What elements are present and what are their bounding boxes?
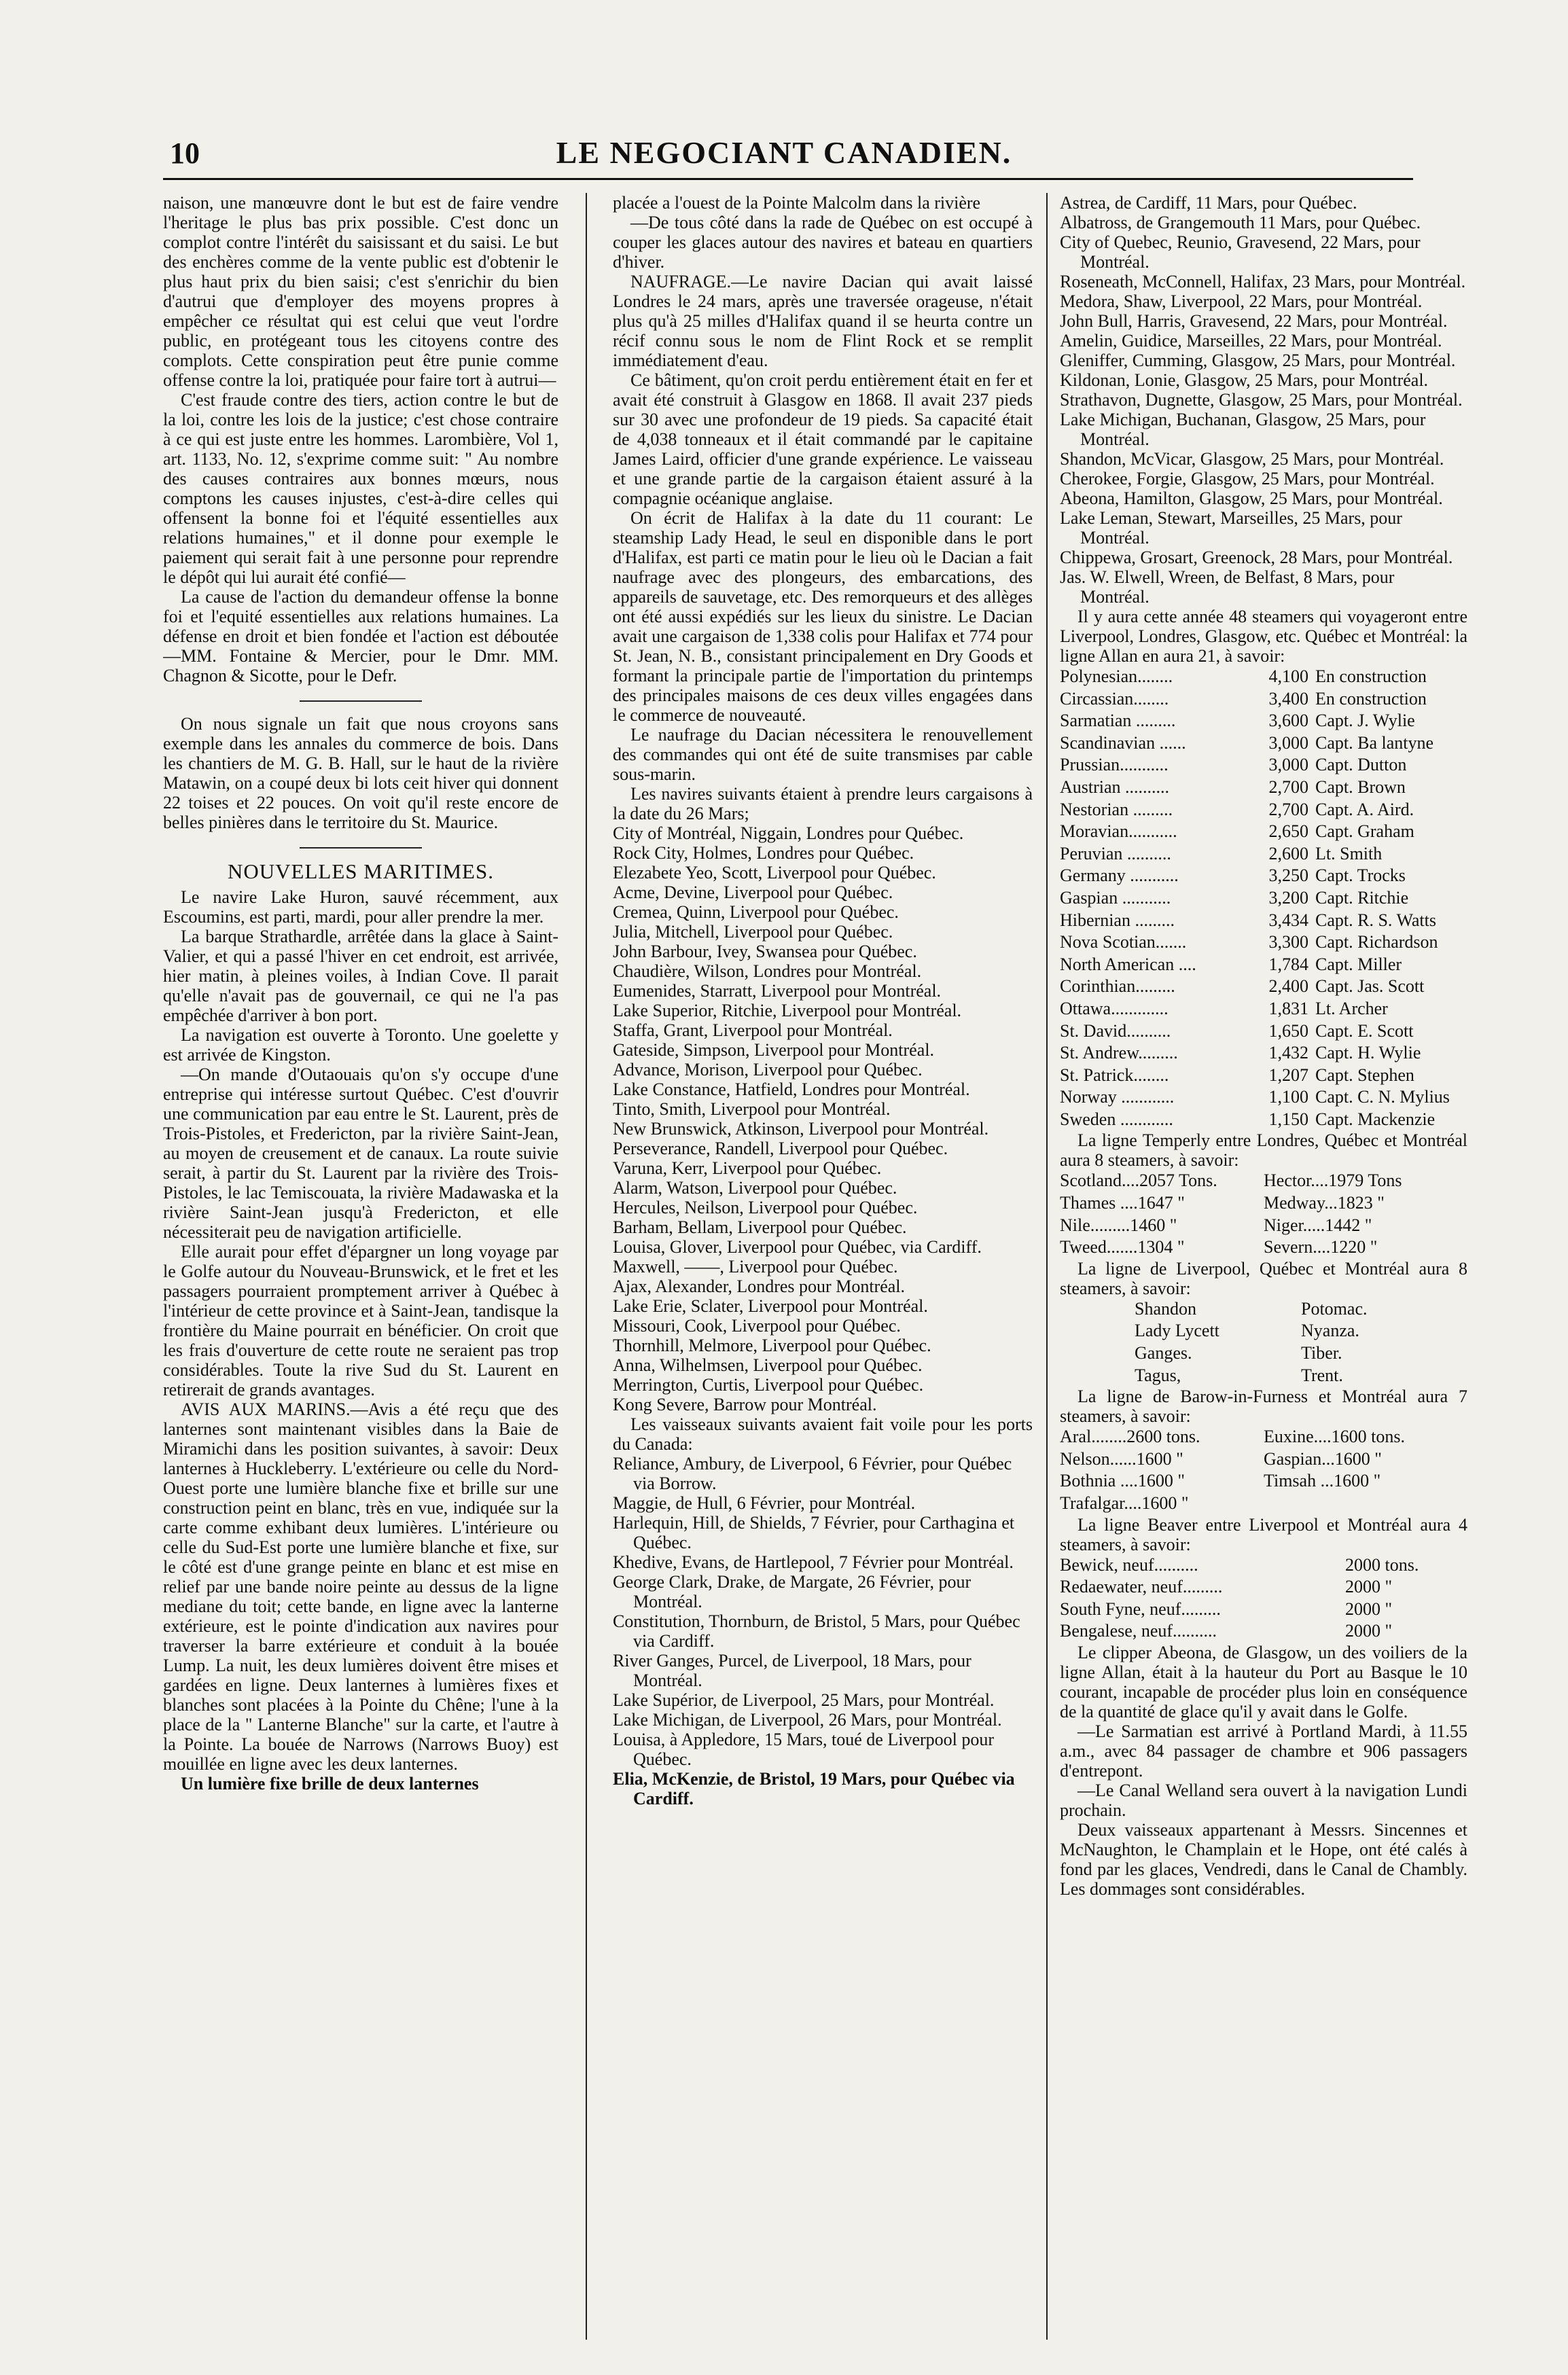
ships-sailed-list: [613, 1454, 1033, 1808]
table-row: Scandinavian ...... 3,000 Capt. Ba lantyne: [1060, 732, 1434, 753]
list-item: Albatross, de Grangemouth 11 Mars, pour Québec.: [1060, 213, 1421, 232]
list-item: Khedive, Evans, de Hartlepool, 7 Février pour Montréal.: [613, 1552, 1014, 1572]
list-item: John Barbour, Ivey, Swansea pour Québec.: [613, 942, 917, 961]
list-item: Cherokee, Forgie, Glasgow, 25 Mars, pour Montréal.: [1060, 469, 1435, 488]
paragraph: C'est fraude contre des tiers, action contre le but de la loi, contre les lois de la justice; c'est chose contraire à ce qui est juste entre les hommes. Larombière, Vol 1, art. 1133, No. 12, s'exprime comme suit: " Au nombre des causes contraires aux bonnes mœurs, nous comptons les causes injustes, c'est-à-dire celles qui offensent la bonne foi et l'équité essentielles aux relations humaines," et il donne pour exemple le paiement qui serait fait à une personne pour reprendre le dépôt qui lui aurait été confié—: [163, 390, 558, 587]
list-item: Maggie, de Hull, 6 Février, pour Montréal.: [613, 1493, 916, 1513]
paragraph: —Le Sarmatian est arrivé à Portland Mardi, à 11.55 a.m., avec 84 passager de chambre et 906 passagers d'entrepont.: [1060, 1721, 1467, 1781]
list-item: Lake Erie, Sclater, Liverpool pour Montréal.: [613, 1296, 928, 1316]
list-item: Thornhill, Melmore, Liverpool pour Québec.: [613, 1336, 931, 1355]
paragraph: La navigation est ouverte à Toronto. Une goelette y est arrivée de Kingston.: [163, 1024, 558, 1065]
list-item: Lake Supérior, de Liverpool, 25 Mars, pour Montréal.: [613, 1690, 995, 1710]
paragraph: La ligne de Liverpool, Québec et Montréal aura 8 steamers, à savoir:: [1060, 1258, 1467, 1298]
list-item: Louisa, Glover, Liverpool pour Québec, via Cardiff.: [613, 1237, 982, 1257]
paragraph: Elle aurait pour effet d'épargner un long voyage par le Golfe autour du Nouveau-Brunswick, et le fret et les passagers pourraient promptement arriver à Québec à l'intérieur de cette province et à Saint-Jean, tandisque la frontière du Maine pourrait en bénéficier. On croit que les frais d'ouverture de cette route ne seraient pas trop considérables. Toute la rive Sud du St. Laurent en retirerait de grands avantages.: [163, 1241, 558, 1399]
table-row: Scotland....2057 Tons. Hector....1979 Tons: [1060, 1171, 1402, 1191]
paragraph: On nous signale un fait que nous croyons sans exemple dans les annales du commerce de bois. Dans les chantiers de M. G. B. Hall, sur le haut de la rivière Matawin, on a coupé deux bi lots ceit hiver qui donnent 22 toises et 22 pouces. On voit qu'il reste encore de belles pinières dans le territoire du St. Maurice.: [163, 714, 558, 832]
column-divider: [586, 193, 587, 2340]
list-item: Advance, Morison, Liverpool pour Québec.: [613, 1060, 923, 1079]
paragraph: Un lumière fixe brille de deux lanternes: [181, 1773, 479, 1793]
table-row: Ottawa............. 1,831 Lt. Archer: [1060, 998, 1388, 1018]
paragraph: Les vaisseaux suivants avaient fait voile pour les ports du Canada:: [613, 1414, 1033, 1454]
table-row: Bewick, neuf.......... 2000 tons.: [1060, 1554, 1419, 1575]
table-row: Polynesian........ 4,100 En construction: [1060, 666, 1427, 686]
paragraph: naison, une manœuvre dont le but est de faire vendre l'heritage le plus bas prix possible. C'est donc un complot contre l'intérêt du saisissant et du saisi. Le but des enchères comme de la vente public est d'obtenir le plus haut prix du bien saisi; c'est s'enrichir du bien d'autrui que d'employer des moyens propres à empêcher ce résultat qui est celui que veut l'ordre public, en protégeant tous les citoyens contre des complots. Cette conspiration peut être punie comme offense contre la loi, pratiquée pour faire tort à autrui—: [163, 193, 558, 390]
list-item: Abeona, Hamilton, Glasgow, 25 Mars, pour Montréal.: [1060, 488, 1443, 508]
paragraph: NAUFRAGE.—Le navire Dacian qui avait laissé Londres le 24 mars, après une traversée orageuse, n'était plus qu'à 25 milles d'Halifax quand il se heurta contre un récif connu sous le nom de Flint Rock et se remplit immédiatement d'eau.: [613, 272, 1033, 370]
paragraph: Le clipper Abeona, de Glasgow, un des voiliers de la ligne Allan, était à la hauteur du Port au Basque le 10 courant, incapable de procéder plus loin en conséquence de la quantité de glace qu'il y avait dans le Golfe.: [1060, 1642, 1467, 1721]
table-row: Gaspian ........... 3,200 Capt. Ritchie: [1060, 887, 1409, 908]
beaver-line-table: [1060, 1554, 1467, 1643]
list-item: Chippewa, Grosart, Greenock, 28 Mars, pour Montréal.: [1060, 548, 1453, 567]
paragraph: Les navires suivants étaient à prendre leurs cargaisons à la date du 26 Mars;: [613, 784, 1033, 823]
header-rule: [163, 178, 1413, 180]
list-item: City of Montréal, Niggain, Londres pour Québec.: [613, 823, 964, 843]
list-item: New Brunswick, Atkinson, Liverpool pour Montréal.: [613, 1119, 989, 1139]
list-item: Lake Leman, Stewart, Marseilles, 25 Mars, pour Montréal.: [1060, 508, 1402, 548]
newspaper-title: LE NEGOCIANT CANADIEN.: [556, 135, 1012, 170]
list-item: Shandon, McVicar, Glasgow, 25 Mars, pour Montréal.: [1060, 449, 1444, 469]
list-item: Acme, Devine, Liverpool pour Québec.: [613, 882, 893, 902]
table-row: Corinthian......... 2,400 Capt. Jas. Scott: [1060, 976, 1425, 997]
paragraph: —Le Canal Welland sera ouvert à la navigation Lundi prochain.: [1060, 1780, 1467, 1820]
list-item: George Clark, Drake, de Margate, 26 Février, pour Montréal.: [613, 1572, 972, 1611]
list-item: Lake Constance, Hatfield, Londres pour Montréal.: [613, 1079, 970, 1099]
table-row: Redaewater, neuf......... 2000 ": [1060, 1577, 1393, 1597]
liverpool-line-table: [1060, 1298, 1467, 1387]
table-row: St. Andrew......... 1,432 Capt. H. Wylie: [1060, 1043, 1421, 1063]
list-item: Anna, Wilhelmsen, Liverpool pour Québec.: [613, 1355, 923, 1375]
list-item: Kong Severe, Barrow pour Montréal.: [613, 1395, 877, 1414]
list-item: Astrea, de Cardiff, 11 Mars, pour Québec.: [1060, 193, 1357, 213]
paragraph: La ligne de Barow-in-Furness et Montréal aura 7 steamers, à savoir:: [1060, 1387, 1467, 1427]
table-row: Nova Scotian....... 3,300 Capt. Richardson: [1060, 932, 1438, 952]
list-item: Jas. W. Elwell, Wreen, de Belfast, 8 Mars, pour Montréal.: [1060, 567, 1395, 607]
list-item: Barham, Bellam, Liverpool pour Québec.: [613, 1217, 907, 1237]
paragraph: Il y aura cette année 48 steamers qui voyageront entre Liverpool, Londres, Glasgow, etc. Québec et Montréal: la ligne Allan en aura 21, à savoir:: [1060, 607, 1467, 666]
list-item: Reliance, Ambury, de Liverpool, 6 Février, pour Québec via Borrow.: [613, 1454, 1012, 1493]
list-item: Elia, McKenzie, de Bristol, 19 Mars, pour Québec via Cardiff.: [613, 1769, 1015, 1808]
divider: [300, 700, 422, 702]
list-item: Ajax, Alexander, Londres pour Montréal.: [613, 1276, 906, 1296]
list-item: Varuna, Kerr, Liverpool pour Québec.: [613, 1158, 882, 1178]
table-row: Prussian........... 3,000 Capt. Dutton: [1060, 755, 1407, 775]
table-row: Germany ........... 3,250 Capt. Trocks: [1060, 865, 1406, 886]
paragraph: —On mande d'Outaouais qu'on s'y occupe d'une entreprise qui intéresse surtout Québec. C'est d'ouvrir une communication par eau entre le St. Laurent, près de Trois-Pistoles, et Fredericton, par la rivière Saint-Jean, au moyen de creusement et de canaux. La route suivie serait, à partir du St. Laurent par la rivière des Trois-Pistoles, le lac Temiscouata, la rivière Madawaska et la rivière Saint-Jean jusqu'à Fredericton, et elle nécessiterait peu de navigation artificielle.: [163, 1064, 558, 1242]
column-2: [613, 193, 1033, 2346]
paragraph: AVIS AUX MARINS.—Avis a été reçu que des lanternes sont maintenant visibles dans la Baie de Miramichi dans les position suivantes, à savoir: Deux lanternes à Huckleberry. L'extérieure ou celle du Nord-Ouest porte une lumière blanche fixe et brille sur une construction peint en blanc, très en vue, indiquée sur la carte comme exhibant deux lumières. L'intérieure ou celle du Sud-Est porte une lumière blanche et fixe, sur le côté est d'une grange peinte en blanc et est mise en relief par une bande noire peinte au dessus de la ligne mediane du toit; cette bande, en ligne avec la lanterne extérieure, est le pointe d'indication aux navires pour traverser la barre extérieure et conduit à la bouée Lump. La nuit, les deux lumières doivent être mises et gardées en ligne. Deux lanternes à lumières fixes et blanches sont placées à la Pointe du Chêne; l'une à la place de la " Lanterne Blanche" sur la carte, et l'autre à la Pointe. La bouée de Narrows (Narrows Buoy) est mouillée en ligne avec les deux lanternes.: [163, 1399, 558, 1774]
paragraph: Le navire Lake Huron, sauvé récemment, aux Escoumins, est parti, mardi, pour aller prendre la mer.: [163, 887, 558, 927]
table-row: North American .... 1,784 Capt. Miller: [1060, 954, 1402, 974]
table-row: Bengalese, neuf.......... 2000 ": [1060, 1621, 1393, 1641]
paragraph: La ligne Beaver entre Liverpool et Montréal aura 4 steamers, à savoir:: [1060, 1514, 1467, 1554]
divider: [300, 847, 422, 849]
table-row: Nile.........1460 " Niger.....1442 ": [1060, 1215, 1372, 1235]
table-row: Norway ............ 1,100 Capt. C. N. Mylius: [1060, 1087, 1450, 1107]
table-row: South Fyne, neuf......... 2000 ": [1060, 1599, 1393, 1619]
list-item: Hercules, Neilson, Liverpool pour Québec.: [613, 1198, 918, 1217]
list-item: Strathavon, Dugnette, Glasgow, 25 Mars, pour Montréal.: [1060, 390, 1463, 410]
table-row: Nelson......1600 " Gaspian...1600 ": [1060, 1448, 1382, 1469]
column-1: [163, 193, 558, 2346]
list-item: River Ganges, Purcel, de Liverpool, 18 Mars, pour Montréal.: [613, 1651, 972, 1690]
list-item: Elezabete Yeo, Scott, Liverpool pour Québec.: [613, 863, 936, 882]
page-number: 10: [170, 137, 200, 170]
list-item: Tinto, Smith, Liverpool pour Montréal.: [613, 1099, 891, 1119]
list-item: Cremea, Quinn, Liverpool pour Québec.: [613, 902, 899, 922]
list-item: Merrington, Curtis, Liverpool pour Québec.: [613, 1375, 924, 1395]
list-item: Staffa, Grant, Liverpool pour Montréal.: [613, 1020, 893, 1040]
allan-line-table: [1060, 666, 1467, 1130]
list-item: Eumenides, Starratt, Liverpool pour Montréal.: [613, 981, 942, 1001]
list-item: Chaudière, Wilson, Londres pour Montréal.: [613, 961, 922, 981]
table-row: Lady Lycett Nyanza.: [1135, 1321, 1359, 1341]
list-item: City of Quebec, Reunio, Gravesend, 22 Mars, pour Montréal.: [1060, 232, 1421, 272]
table-row: Bothnia ....1600 " Timsah ...1600 ": [1060, 1471, 1381, 1491]
table-row: Austrian .......... 2,700 Capt. Brown: [1060, 776, 1406, 797]
table-row: Peruvian .......... 2,600 Lt. Smith: [1060, 843, 1383, 863]
section-heading: NOUVELLES MARITIMES.: [228, 859, 494, 883]
paragraph: Le naufrage du Dacian nécessitera le renouvellement des commandes qui ont été de suite transmises par cable sous-marin.: [613, 725, 1033, 784]
list-item: Harlequin, Hill, de Shields, 7 Février, pour Carthagina et Québec.: [613, 1513, 1015, 1552]
list-item: Louisa, à Appledore, 15 Mars, toué de Liverpool pour Québec.: [613, 1730, 995, 1769]
list-item: Gleniffer, Cumming, Glasgow, 25 Mars, pour Montréal.: [1060, 351, 1456, 370]
list-item: Roseneath, McConnell, Halifax, 23 Mars, pour Montréal.: [1060, 272, 1466, 291]
table-row: Hibernian ......... 3,434 Capt. R. S. Watts: [1060, 910, 1437, 930]
table-row: St. David.......... 1,650 Capt. E. Scott: [1060, 1020, 1414, 1041]
column-divider: [1046, 193, 1048, 2340]
paragraph: —De tous côté dans la rade de Québec on est occupé à couper les glaces autour des navires et bateau en quartiers d'hiver.: [613, 213, 1033, 272]
list-item: Missouri, Cook, Liverpool pour Québec.: [613, 1316, 901, 1336]
list-item: Gateside, Simpson, Liverpool pour Montréal.: [613, 1040, 934, 1060]
table-row: Circassian........ 3,400 En construction: [1060, 688, 1427, 709]
ships-list: [1060, 193, 1467, 607]
list-item: Rock City, Holmes, Londres pour Québec.: [613, 843, 914, 863]
list-item: Kildonan, Lonie, Glasgow, 25 Mars, pour Montréal.: [1060, 370, 1429, 390]
list-item: Lake Michigan, de Liverpool, 26 Mars, pour Montréal.: [613, 1710, 1002, 1730]
paragraph: La cause de l'action du demandeur offense la bonne foi et l'equité essentielles aux relations humaines. La défense en droit et bien fondée et l'action est déboutée—MM. Fontaine & Mercier, pour le Dmr. MM. Chagnon & Sicotte, pour le Defr.: [163, 587, 558, 685]
table-row: Shandon Potomac.: [1135, 1298, 1368, 1319]
paragraph: Ce bâtiment, qu'on croit perdu entièrement était en fer et avait été construit à Glasgow en 1868. Il avait 237 pieds sur 30 avec une profondeur de 19 pieds. Sa capacité était de 4,038 tonneaux et il était commandé par le capitaine James Laird, officier d'une grande expérience. Le vaisseau et une grande partie de la cargaison étaient assuré à la compagnie océanique anglaise.: [613, 370, 1033, 508]
paragraph: On écrit de Halifax à la date du 11 courant: Le steamship Lady Head, le seul en disponible dans le port d'Halifax, est parti ce matin pour le lieu où le Dacian a fait naufrage avec des plongeurs, des embarcations, des appareils de sauvetage, etc. Des remorqueurs et des allèges ont été aussi expédiés sur les lieux du sinistre. Le Dacian avait une cargaison de 1,338 colis pour Halifax et 774 pour St. Jean, N. B., consistant principalement en Dry Goods et formant la principale partie de l'importation du printemps des principales maisons de ces deux villes engagées dans le commerce de nouveauté.: [613, 508, 1033, 725]
table-row: Aral........2600 tons. Euxine....1600 tons.: [1060, 1427, 1405, 1447]
list-item: Maxwell, ——, Liverpool pour Québec.: [613, 1257, 898, 1276]
list-item: Julia, Mitchell, Liverpool pour Québec.: [613, 922, 893, 942]
list-item: Medora, Shaw, Liverpool, 22 Mars, pour Montréal.: [1060, 291, 1423, 311]
list-item: Amelin, Guidice, Marseilles, 22 Mars, pour Montréal.: [1060, 331, 1442, 351]
table-row: Sweden ............ 1,150 Capt. Mackenzie: [1060, 1109, 1436, 1129]
table-row: Sarmatian ......... 3,600 Capt. J. Wylie: [1060, 711, 1415, 731]
table-row: Tagus, Trent.: [1135, 1365, 1343, 1385]
list-item: Perseverance, Randell, Liverpool pour Québec.: [613, 1139, 948, 1158]
paragraph: La barque Strathardle, arrêtée dans la glace à Saint-Valier, et qui a passé l'hiver en cet endroit, est arrivée, hier matin, à pleines voiles, à Indian Cove. Il parait qu'elle n'avait pas de gouvernail, ce qui ne l'a pas empêchée d'arriver à bon port.: [163, 926, 558, 1025]
table-row: Thames ....1647 " Medway...1823 ": [1060, 1193, 1385, 1213]
paragraph: Deux vaisseaux appartenant à Messrs. Sincennes et McNaughton, le Champlain et le Hope, ont été calés à fond par les glaces, Vendredi, dans le Canal de Chambly. Les dommages sont considérables.: [1060, 1819, 1467, 1899]
temperly-line-table: [1060, 1170, 1467, 1258]
table-row: St. Patrick........ 1,207 Capt. Stephen: [1060, 1065, 1414, 1085]
paragraph: placée a l'ouest de la Pointe Malcolm dans la rivière: [613, 193, 981, 213]
column-3: [1060, 193, 1467, 2346]
paragraph: La ligne Temperly entre Londres, Québec et Montréal aura 8 steamers, à savoir:: [1060, 1130, 1467, 1171]
table-row: Tweed.......1304 " Severn....1220 ": [1060, 1237, 1378, 1257]
table-row: Nestorian ......... 2,700 Capt. A. Aird.: [1060, 799, 1414, 819]
list-item: Lake Superior, Ritchie, Liverpool pour Montréal.: [613, 1001, 962, 1020]
table-row: Trafalgar....1600 ": [1060, 1493, 1189, 1513]
barrow-line-table: [1060, 1426, 1467, 1514]
table-row: Moravian........... 2,650 Capt. Graham: [1060, 821, 1414, 842]
list-item: John Bull, Harris, Gravesend, 22 Mars, pour Montréal.: [1060, 311, 1448, 331]
table-row: Ganges. Tiber.: [1135, 1343, 1342, 1363]
list-item: Constitution, Thornburn, de Bristol, 5 Mars, pour Québec via Cardiff.: [613, 1611, 1020, 1651]
list-item: Lake Michigan, Buchanan, Glasgow, 25 Mars, pour Montréal.: [1060, 410, 1426, 449]
ships-loading-list: [613, 823, 1033, 1414]
list-item: Alarm, Watson, Liverpool pour Québec.: [613, 1178, 897, 1198]
